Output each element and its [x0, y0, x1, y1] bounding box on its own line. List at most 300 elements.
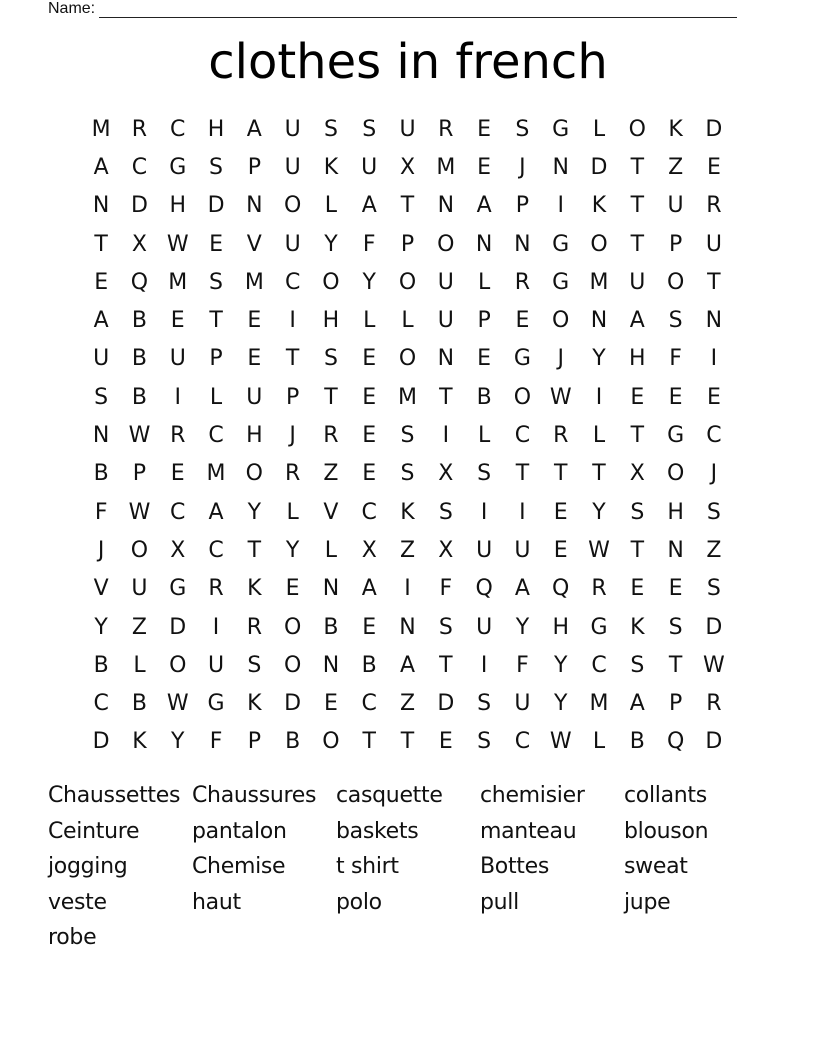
grid-letter[interactable]: Y	[247, 499, 262, 525]
grid-letter[interactable]: Z	[399, 691, 416, 717]
grid-letter[interactable]: S	[323, 346, 338, 372]
grid-letter[interactable]: A	[93, 154, 109, 180]
letter-grid	[82, 110, 734, 761]
grid-letter[interactable]: F	[439, 576, 453, 602]
word-list-item: Chaussures	[192, 783, 317, 808]
grid-letter[interactable]: S	[94, 384, 109, 410]
grid-letter[interactable]: Y	[324, 231, 338, 257]
grid-letter[interactable]: N	[667, 537, 684, 563]
grid-letter[interactable]: S	[515, 116, 530, 142]
grid-letter[interactable]: E	[362, 384, 377, 410]
grid-letter[interactable]: F	[362, 231, 376, 257]
grid-letter[interactable]: A	[629, 308, 645, 334]
grid-letter[interactable]: P	[285, 384, 300, 410]
grid-letter[interactable]: T	[515, 461, 530, 487]
grid-letter[interactable]: M	[168, 269, 188, 295]
grid-letter[interactable]: T	[592, 461, 606, 487]
grid-letter[interactable]: L	[286, 499, 299, 525]
grid-letter[interactable]: O	[666, 461, 685, 487]
grid-letter[interactable]: X	[438, 461, 454, 487]
grid-letter[interactable]: I	[289, 308, 296, 334]
grid-letter[interactable]: L	[477, 423, 491, 449]
grid-letter[interactable]: U	[169, 346, 186, 372]
grid-letter[interactable]: B	[131, 384, 147, 410]
grid-letter[interactable]: E	[362, 346, 377, 372]
grid-letter[interactable]: Y	[592, 499, 606, 525]
word-list	[48, 778, 768, 956]
grid-letter[interactable]: H	[246, 423, 263, 449]
grid-letter[interactable]: I	[442, 423, 450, 449]
name-line[interactable]	[99, 2, 737, 18]
grid-letter[interactable]: T	[362, 729, 376, 755]
grid-letter[interactable]: E	[706, 154, 721, 180]
grid-letter[interactable]: H	[552, 614, 569, 640]
word-list-item: t shirt	[336, 854, 399, 880]
grid-letter[interactable]: W	[549, 729, 572, 755]
grid-letter[interactable]: P	[247, 154, 261, 180]
grid-letter[interactable]: B	[361, 652, 377, 678]
grid-letter[interactable]: L	[592, 423, 606, 449]
grid-letter[interactable]: E	[630, 384, 645, 410]
grid-letter[interactable]: B	[323, 614, 339, 640]
grid-letter[interactable]: L	[133, 652, 146, 678]
grid-letter[interactable]: C	[208, 423, 224, 449]
grid-letter[interactable]: T	[324, 384, 338, 410]
grid-letter[interactable]: U	[667, 193, 684, 219]
grid-letter[interactable]: R	[284, 461, 301, 487]
grid-letter[interactable]: N	[322, 576, 340, 602]
grid-letter[interactable]: C	[208, 537, 224, 563]
grid-letter[interactable]: D	[130, 193, 148, 219]
grid-letter[interactable]: K	[630, 614, 645, 640]
grid-letter[interactable]: W	[703, 652, 725, 678]
grid-letter[interactable]: T	[439, 652, 453, 678]
grid-letter[interactable]: S	[438, 614, 453, 640]
grid-letter[interactable]: G	[552, 116, 570, 142]
grid-letter[interactable]: R	[246, 614, 262, 640]
grid-letter[interactable]: O	[283, 193, 302, 219]
grid-letter[interactable]: A	[361, 193, 377, 219]
grid-letter[interactable]: P	[132, 461, 147, 487]
grid-letter[interactable]: L	[592, 116, 606, 142]
grid-letter[interactable]: M	[398, 384, 418, 410]
grid-letter[interactable]: R	[514, 269, 531, 295]
grid-letter[interactable]: C	[706, 423, 722, 449]
grid-letter[interactable]: I	[480, 499, 488, 525]
grid-letter[interactable]: S	[247, 652, 262, 678]
grid-letter[interactable]: G	[169, 154, 187, 180]
grid-letter[interactable]: N	[437, 346, 455, 372]
grid-letter[interactable]: P	[400, 231, 415, 257]
grid-letter[interactable]: W	[549, 384, 572, 410]
grid-letter[interactable]: H	[322, 308, 340, 334]
grid-letter[interactable]: K	[323, 154, 339, 180]
grid-letter[interactable]: T	[285, 346, 300, 372]
grid-letter[interactable]: Y	[285, 537, 300, 563]
grid-letter[interactable]: O	[322, 269, 340, 295]
grid-letter[interactable]: W	[166, 691, 189, 717]
grid-letter[interactable]: N	[705, 308, 723, 334]
grid-letter[interactable]: J	[710, 461, 718, 487]
grid-letter[interactable]: M	[589, 269, 609, 295]
grid-letter[interactable]: Y	[171, 729, 185, 755]
grid-letter[interactable]: U	[476, 614, 493, 640]
grid-letter[interactable]: J	[289, 423, 296, 449]
grid-letter[interactable]: J	[557, 346, 564, 372]
grid-letter[interactable]: D	[92, 729, 110, 755]
grid-letter[interactable]: T	[630, 193, 645, 219]
grid-letter[interactable]: I	[557, 193, 564, 219]
grid-letter[interactable]: C	[284, 269, 301, 295]
grid-letter[interactable]: R	[438, 116, 454, 142]
grid-letter[interactable]: E	[668, 576, 683, 602]
grid-letter[interactable]: V	[323, 499, 339, 525]
grid-letter[interactable]: E	[668, 384, 683, 410]
grid-letter[interactable]: B	[93, 461, 109, 487]
grid-letter[interactable]: X	[438, 537, 454, 563]
grid-letter[interactable]: O	[590, 231, 608, 257]
grid-letter[interactable]: C	[170, 116, 186, 142]
grid-letter[interactable]: S	[706, 499, 721, 525]
grid-letter[interactable]: B	[476, 384, 492, 410]
grid-letter[interactable]: U	[476, 537, 493, 563]
grid-letter[interactable]: Z	[323, 461, 339, 487]
word-list-item: manteau	[480, 818, 577, 844]
grid-letter[interactable]: D	[705, 729, 723, 755]
grid-letter[interactable]: N	[590, 308, 608, 334]
grid-letter[interactable]: E	[477, 346, 492, 372]
grid-letter[interactable]: G	[207, 691, 225, 717]
grid-letter[interactable]: R	[170, 423, 186, 449]
grid-letter[interactable]: A	[361, 576, 377, 602]
grid-letter[interactable]: E	[285, 576, 300, 602]
grid-letter[interactable]: E	[630, 576, 645, 602]
grid-letter[interactable]: T	[209, 308, 223, 334]
grid-letter[interactable]: K	[132, 729, 147, 755]
grid-letter[interactable]: R	[706, 691, 722, 717]
grid-letter[interactable]: C	[514, 729, 531, 755]
grid-letter[interactable]: U	[437, 269, 454, 295]
grid-letter[interactable]: P	[477, 308, 491, 334]
grid-letter[interactable]: I	[519, 499, 526, 525]
grid-letter[interactable]: F	[669, 346, 682, 372]
grid-letter[interactable]: A	[514, 576, 530, 602]
grid-letter[interactable]: I	[174, 384, 181, 410]
grid-letter[interactable]: O	[283, 652, 302, 678]
grid-letter[interactable]: C	[514, 423, 531, 449]
grid-letter[interactable]: X	[399, 154, 416, 180]
grid-letter[interactable]: X	[361, 537, 377, 563]
grid-letter[interactable]: S	[630, 499, 645, 525]
grid-letter[interactable]: D	[207, 193, 225, 219]
grid-letter[interactable]: A	[399, 652, 416, 678]
grid-letter[interactable]: P	[515, 193, 530, 219]
grid-letter[interactable]: F	[209, 729, 223, 755]
grid-letter[interactable]: U	[437, 308, 454, 334]
grid-letter[interactable]: Y	[362, 269, 376, 295]
grid-letter[interactable]: U	[399, 116, 416, 142]
grid-letter[interactable]: N	[92, 193, 110, 219]
grid-letter[interactable]: M	[589, 691, 609, 717]
grid-letter[interactable]: R	[706, 193, 722, 219]
grid-letter[interactable]: M	[206, 461, 226, 487]
grid-letter[interactable]: O	[398, 346, 417, 372]
grid-letter[interactable]: C	[93, 691, 109, 717]
name-label: Name:	[48, 0, 96, 17]
grid-letter[interactable]: N	[322, 652, 340, 678]
grid-letter[interactable]: U	[284, 116, 301, 142]
grid-letter[interactable]: A	[476, 193, 492, 219]
grid-letter[interactable]: R	[208, 576, 224, 602]
grid-letter[interactable]: R	[323, 423, 339, 449]
grid-letter[interactable]: R	[591, 576, 607, 602]
grid-letter[interactable]: N	[475, 231, 493, 257]
grid-letter[interactable]: J	[97, 537, 105, 563]
grid-letter[interactable]: I	[710, 346, 718, 372]
grid-letter[interactable]: S	[630, 652, 645, 678]
grid-letter[interactable]: N	[552, 154, 569, 180]
grid-letter[interactable]: S	[477, 729, 492, 755]
word-list-item: jupe	[624, 889, 671, 915]
grid-letter[interactable]: R	[131, 116, 148, 142]
grid-letter[interactable]: Y	[553, 652, 568, 678]
grid-letter[interactable]: Z	[668, 154, 684, 180]
grid-letter[interactable]: E	[247, 346, 262, 372]
grid-letter[interactable]: E	[170, 308, 185, 334]
grid-letter[interactable]: W	[128, 423, 151, 449]
grid-letter[interactable]: J	[519, 154, 526, 180]
grid-letter[interactable]: E	[94, 269, 109, 295]
grid-letter[interactable]: U	[514, 537, 531, 563]
grid-letter[interactable]: C	[131, 154, 148, 180]
grid-letter[interactable]: O	[437, 231, 455, 257]
grid-letter[interactable]: E	[209, 231, 223, 257]
grid-letter[interactable]: D	[590, 154, 608, 180]
grid-letter[interactable]: F	[516, 652, 529, 678]
grid-letter[interactable]: Q	[552, 576, 570, 602]
grid-letter[interactable]: S	[209, 269, 224, 295]
grid-letter[interactable]: B	[131, 691, 147, 717]
grid-letter[interactable]: E	[170, 461, 185, 487]
grid-letter[interactable]: M	[91, 116, 111, 142]
grid-letter[interactable]: T	[630, 423, 645, 449]
grid-letter[interactable]: O	[398, 269, 417, 295]
grid-letter[interactable]: T	[94, 231, 108, 257]
grid-letter[interactable]: T	[439, 384, 453, 410]
grid-letter[interactable]: B	[629, 729, 645, 755]
grid-letter[interactable]: W	[166, 231, 189, 257]
grid-letter[interactable]: B	[131, 308, 147, 334]
grid-letter[interactable]: U	[207, 652, 225, 678]
grid-letter[interactable]: Q	[666, 729, 685, 755]
grid-letter[interactable]: T	[668, 652, 683, 678]
grid-letter[interactable]: W	[128, 499, 151, 525]
grid-letter[interactable]: A	[208, 499, 224, 525]
grid-letter[interactable]: P	[209, 346, 223, 372]
grid-letter[interactable]: T	[247, 537, 262, 563]
grid-letter[interactable]: H	[629, 346, 646, 372]
grid-letter[interactable]: Z	[131, 614, 147, 640]
grid-letter[interactable]: E	[438, 729, 453, 755]
grid-letter[interactable]: G	[667, 423, 685, 449]
grid-letter[interactable]: L	[363, 308, 376, 334]
grid-letter[interactable]: E	[477, 154, 492, 180]
grid-letter[interactable]: G	[552, 269, 570, 295]
word-list-item: polo	[336, 889, 382, 915]
grid-letter[interactable]: A	[93, 308, 109, 334]
grid-letter[interactable]: K	[400, 499, 415, 525]
grid-letter[interactable]: B	[93, 652, 109, 678]
grid-letter[interactable]: D	[437, 691, 455, 717]
grid-letter[interactable]: P	[668, 231, 683, 257]
grid-letter[interactable]: M	[244, 269, 264, 295]
grid-letter[interactable]: P	[247, 729, 261, 755]
grid-letter[interactable]: E	[362, 461, 377, 487]
grid-letter[interactable]: U	[131, 576, 148, 602]
grid-letter[interactable]: B	[131, 346, 147, 372]
grid-letter[interactable]: O	[169, 652, 187, 678]
grid-letter[interactable]: S	[668, 614, 683, 640]
grid-letter[interactable]: C	[170, 499, 186, 525]
grid-letter[interactable]: Q	[475, 576, 493, 602]
grid-letter[interactable]: B	[285, 729, 301, 755]
grid-letter[interactable]: U	[284, 154, 301, 180]
grid-letter[interactable]: O	[628, 116, 646, 142]
grid-letter[interactable]: U	[361, 154, 378, 180]
grid-letter[interactable]: O	[245, 461, 263, 487]
grid-letter[interactable]: U	[93, 346, 110, 372]
grid-letter[interactable]: V	[93, 576, 109, 602]
grid-letter[interactable]: H	[207, 116, 225, 142]
grid-letter[interactable]: E	[247, 308, 262, 334]
grid-letter[interactable]: C	[591, 652, 607, 678]
grid-letter[interactable]: P	[668, 691, 683, 717]
grid-letter[interactable]: E	[553, 499, 568, 525]
grid-letter[interactable]: F	[94, 499, 108, 525]
grid-letter[interactable]: G	[169, 576, 187, 602]
grid-letter[interactable]: U	[284, 231, 301, 257]
grid-letter[interactable]: D	[169, 614, 187, 640]
grid-letter[interactable]: L	[592, 729, 606, 755]
grid-letter[interactable]: Y	[592, 346, 606, 372]
grid-letter[interactable]: I	[212, 614, 220, 640]
grid-letter[interactable]: O	[552, 308, 570, 334]
grid-letter[interactable]: N	[437, 193, 455, 219]
grid-letter[interactable]: T	[630, 537, 645, 563]
name-field[interactable]	[48, 0, 737, 18]
grid-letter[interactable]: R	[553, 423, 569, 449]
grid-letter[interactable]: G	[513, 346, 531, 372]
grid-letter[interactable]: D	[284, 691, 302, 717]
grid-letter[interactable]: N	[514, 231, 531, 257]
grid-letter[interactable]: U	[514, 691, 531, 717]
grid-letter[interactable]: E	[362, 423, 377, 449]
grid-letter[interactable]: E	[515, 308, 530, 334]
grid-letter[interactable]: T	[400, 729, 415, 755]
grid-letter[interactable]: K	[247, 576, 262, 602]
grid-letter[interactable]: A	[246, 116, 262, 142]
grid-letter[interactable]: G	[590, 614, 608, 640]
grid-letter[interactable]: I	[480, 652, 488, 678]
grid-letter[interactable]: N	[92, 423, 110, 449]
grid-letter[interactable]: I	[595, 384, 603, 410]
grid-letter[interactable]: O	[283, 614, 302, 640]
grid-letter[interactable]: U	[246, 384, 263, 410]
grid-letter[interactable]: E	[477, 116, 492, 142]
grid-letter[interactable]: L	[324, 193, 338, 219]
grid-letter[interactable]: O	[322, 729, 340, 755]
grid-letter[interactable]: Y	[515, 614, 530, 640]
grid-letter[interactable]: O	[513, 384, 532, 410]
grid-letter[interactable]: C	[361, 499, 377, 525]
grid-letter[interactable]: K	[591, 193, 607, 219]
grid-letter[interactable]: O	[130, 537, 149, 563]
grid-letter[interactable]: S	[362, 116, 377, 142]
grid-letter[interactable]: S	[706, 576, 721, 602]
grid-letter[interactable]: X	[170, 537, 186, 563]
grid-letter[interactable]: Y	[94, 614, 108, 640]
word-list-item: Chaussettes	[48, 783, 181, 808]
grid-letter[interactable]: H	[667, 499, 684, 525]
grid-letter[interactable]: S	[668, 308, 683, 334]
grid-letter[interactable]: S	[477, 461, 492, 487]
grid-letter[interactable]: T	[630, 154, 645, 180]
grid-letter[interactable]: Z	[706, 537, 722, 563]
grid-letter[interactable]: T	[630, 231, 645, 257]
grid-letter[interactable]: Z	[399, 537, 416, 563]
grid-letter[interactable]: C	[361, 691, 377, 717]
grid-letter[interactable]: W	[588, 537, 610, 563]
grid-letter[interactable]: S	[323, 116, 338, 142]
grid-letter[interactable]: K	[668, 116, 683, 142]
grid-letter[interactable]: S	[209, 154, 224, 180]
grid-letter[interactable]: I	[404, 576, 411, 602]
grid-letter[interactable]: L	[209, 384, 223, 410]
grid-letter[interactable]: U	[629, 269, 646, 295]
grid-letter[interactable]: N	[399, 614, 416, 640]
grid-letter[interactable]: L	[401, 308, 414, 334]
grid-letter[interactable]: N	[246, 193, 263, 219]
grid-letter[interactable]: S	[438, 499, 453, 525]
grid-letter[interactable]: U	[705, 231, 722, 257]
grid-letter[interactable]: K	[247, 691, 262, 717]
grid-letter[interactable]: G	[552, 231, 570, 257]
grid-letter[interactable]: T	[553, 461, 568, 487]
grid-letter[interactable]: Q	[130, 269, 149, 295]
grid-letter[interactable]: D	[705, 614, 723, 640]
grid-letter[interactable]: S	[400, 423, 415, 449]
grid-letter[interactable]: T	[707, 269, 721, 295]
grid-letter[interactable]: X	[629, 461, 645, 487]
grid-letter[interactable]: M	[436, 154, 456, 180]
grid-letter[interactable]: O	[666, 269, 685, 295]
grid-letter[interactable]: L	[477, 269, 491, 295]
grid-letter[interactable]: Y	[553, 691, 568, 717]
grid-letter[interactable]: S	[400, 461, 415, 487]
grid-letter[interactable]: V	[246, 231, 262, 257]
grid-letter[interactable]: D	[705, 116, 723, 142]
grid-letter[interactable]: E	[323, 691, 338, 717]
grid-letter[interactable]: S	[477, 691, 492, 717]
grid-letter[interactable]: E	[706, 384, 721, 410]
grid-letter[interactable]: X	[131, 231, 147, 257]
grid-letter[interactable]: E	[362, 614, 377, 640]
grid-letter[interactable]: E	[553, 537, 568, 563]
grid-letter[interactable]: A	[629, 691, 645, 717]
grid-letter[interactable]: T	[400, 193, 415, 219]
grid-letter[interactable]: L	[324, 537, 338, 563]
grid-letter[interactable]: H	[169, 193, 187, 219]
